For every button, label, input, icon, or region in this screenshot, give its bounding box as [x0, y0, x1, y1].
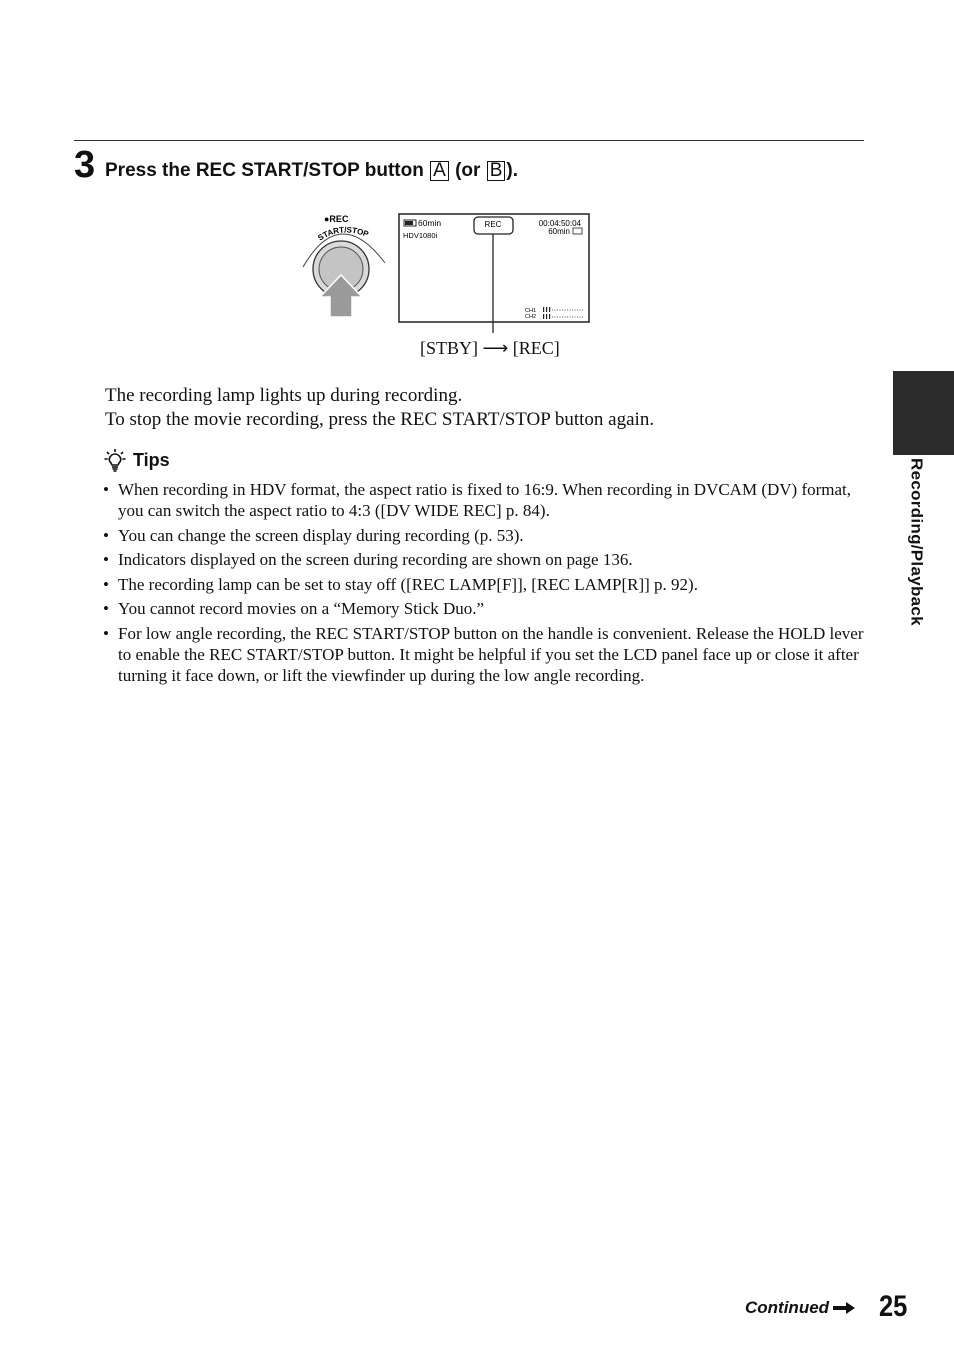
button-b-label: B	[487, 161, 506, 181]
tips-list	[103, 479, 868, 689]
timecode: 00:04:50:04	[538, 219, 581, 228]
top-rule	[74, 140, 864, 141]
format-indicator: HDV1080i	[403, 231, 438, 240]
ch2-label: CH2	[525, 314, 537, 320]
section-tab-label: Recording/Playback	[907, 458, 926, 626]
recording-illustration	[296, 205, 596, 335]
body-line-1: The recording lamp lights up during recording.	[105, 385, 463, 406]
tip-item: • You can change the screen display during recording (p. 53).	[103, 525, 868, 546]
step-heading-suffix: ).	[506, 160, 518, 181]
rec-indicator: REC	[484, 220, 502, 229]
continued-indicator	[745, 1298, 856, 1318]
tips-header	[104, 448, 170, 472]
step-heading	[105, 158, 518, 184]
step-heading-middle: (or	[449, 160, 486, 181]
section-tab-block	[893, 371, 954, 455]
lightbulb-icon	[104, 448, 126, 472]
button-a-label: A	[430, 161, 449, 181]
step-number: 3	[74, 144, 96, 186]
tip-item: • You cannot record movies on a “Memory Stick Duo.”	[103, 598, 868, 619]
figure-caption: [STBY] ⟶ [REC]	[420, 338, 560, 358]
start-stop-arc-text: START/STOP	[316, 225, 370, 243]
ch1-label: CH1	[525, 308, 537, 314]
step-heading-prefix: Press the REC START/STOP button	[105, 160, 430, 181]
illustration-svg	[296, 205, 596, 335]
tip-item: • When recording in HDV format, the aspect ratio is fixed to 16:9. When recording in DVCAM (DV) format, you can switch the aspect ratio to 4:3 ([DV WIDE REC] p. 84).	[103, 479, 868, 521]
continued-label: Continued	[745, 1298, 830, 1317]
tip-item: • The recording lamp can be set to stay off ([REC LAMP[F]], [REC LAMP[R]] p. 92).	[103, 574, 868, 595]
arrow-right-icon	[832, 1301, 856, 1315]
body-text	[105, 384, 654, 432]
battery-time: 60min	[418, 218, 442, 228]
tip-item: • For low angle recording, the REC START/STOP button on the handle is convenient. Release the HOLD lever to enable the REC START/STOP button. It might be helpful if you set the LCD panel face up or close it after turning it face down, or lift the viewfinder up during the low angle recording.	[103, 623, 868, 686]
rec-label: ●REC	[324, 214, 349, 224]
tips-title: Tips	[133, 449, 170, 470]
tape-remaining: 60min	[548, 227, 570, 236]
tip-item: • Indicators displayed on the screen during recording are shown on page 136.	[103, 549, 868, 570]
body-line-2: To stop the movie recording, press the REC START/STOP button again.	[105, 409, 655, 430]
page-number: 25	[879, 1290, 908, 1323]
